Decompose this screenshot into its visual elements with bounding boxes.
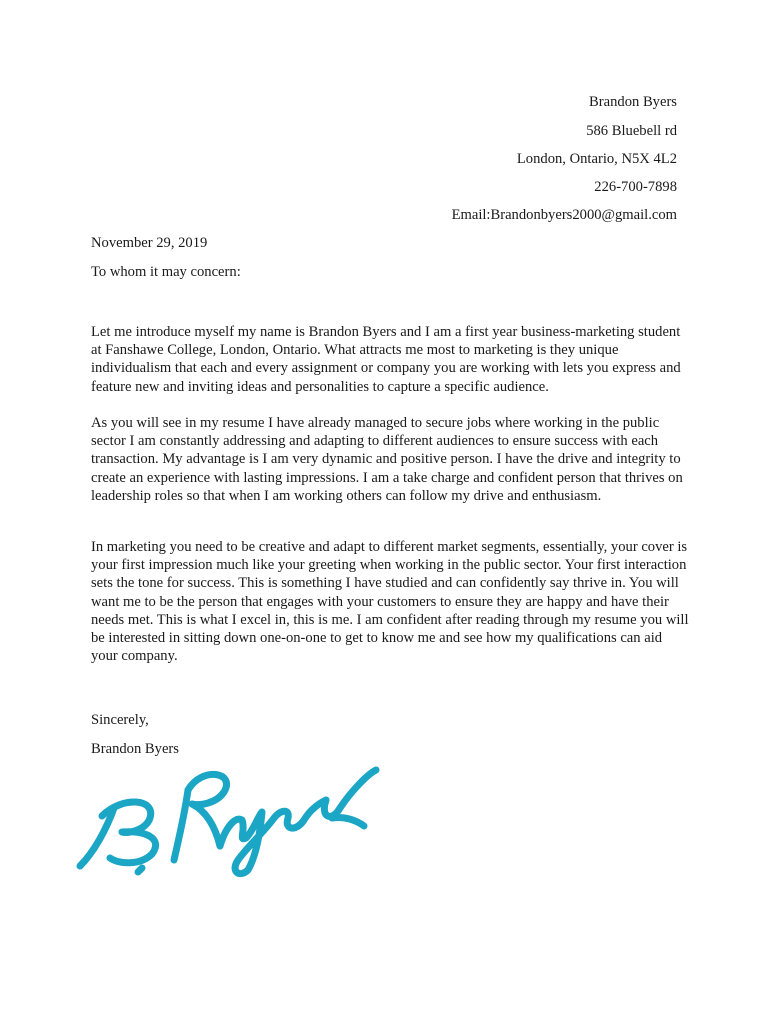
sender-phone: 226-700-7898 (594, 179, 677, 195)
sender-name: Brandon Byers (589, 94, 677, 110)
salutation: To whom it may concern: (91, 264, 241, 280)
closing: Sincerely, (91, 712, 149, 728)
sender-city: London, Ontario, N5X 4L2 (516, 151, 677, 167)
signature-name: Brandon Byers (91, 741, 179, 757)
letter-date: November 29, 2019 (91, 235, 208, 251)
body-paragraph-1: Let me introduce myself my name is Brandon Byers and I am a first year business-marketing student at Fanshawe College, London, Ontario. What attracts me most to marketing is they unique individualism that each and every assignment or company you are working with lets you express and feature new and inviting ideas and personalities to capture a specific audience. (91, 324, 681, 395)
sender-street: 586 Bluebell rd (586, 123, 677, 139)
sender-email: Email:Brandonbyers2000@gmail.com (451, 207, 677, 223)
handwritten-signature (70, 760, 390, 890)
body-paragraph-3: In marketing you need to be creative and adapt to different market segments, essentially, your cover is your first impression much like your greeting when working in the public sector. Your first interaction sets the tone for success. This is something I have studied and can confidently say thrive in. You will want me to be the person that engages with your customers to ensure they are happy and have their needs met. This is what I excel in, this is me. I am confident after reading through my resume you will be interested in sitting down one-on-one to get to know me and see how my qualifications can aid your company. (91, 539, 689, 665)
body-paragraph-2: As you will see in my resume I have already managed to secure jobs where working in the public sector I am constantly addressing and adapting to different audiences to ensure success with each transaction. My advantage is I am very dynamic and positive person. I have the drive and integrity to create an experience with lasting impressions. I am a take charge and confident person that thrives on leadership roles so that when I am working others can follow my drive and enthusiasm. (91, 415, 683, 504)
